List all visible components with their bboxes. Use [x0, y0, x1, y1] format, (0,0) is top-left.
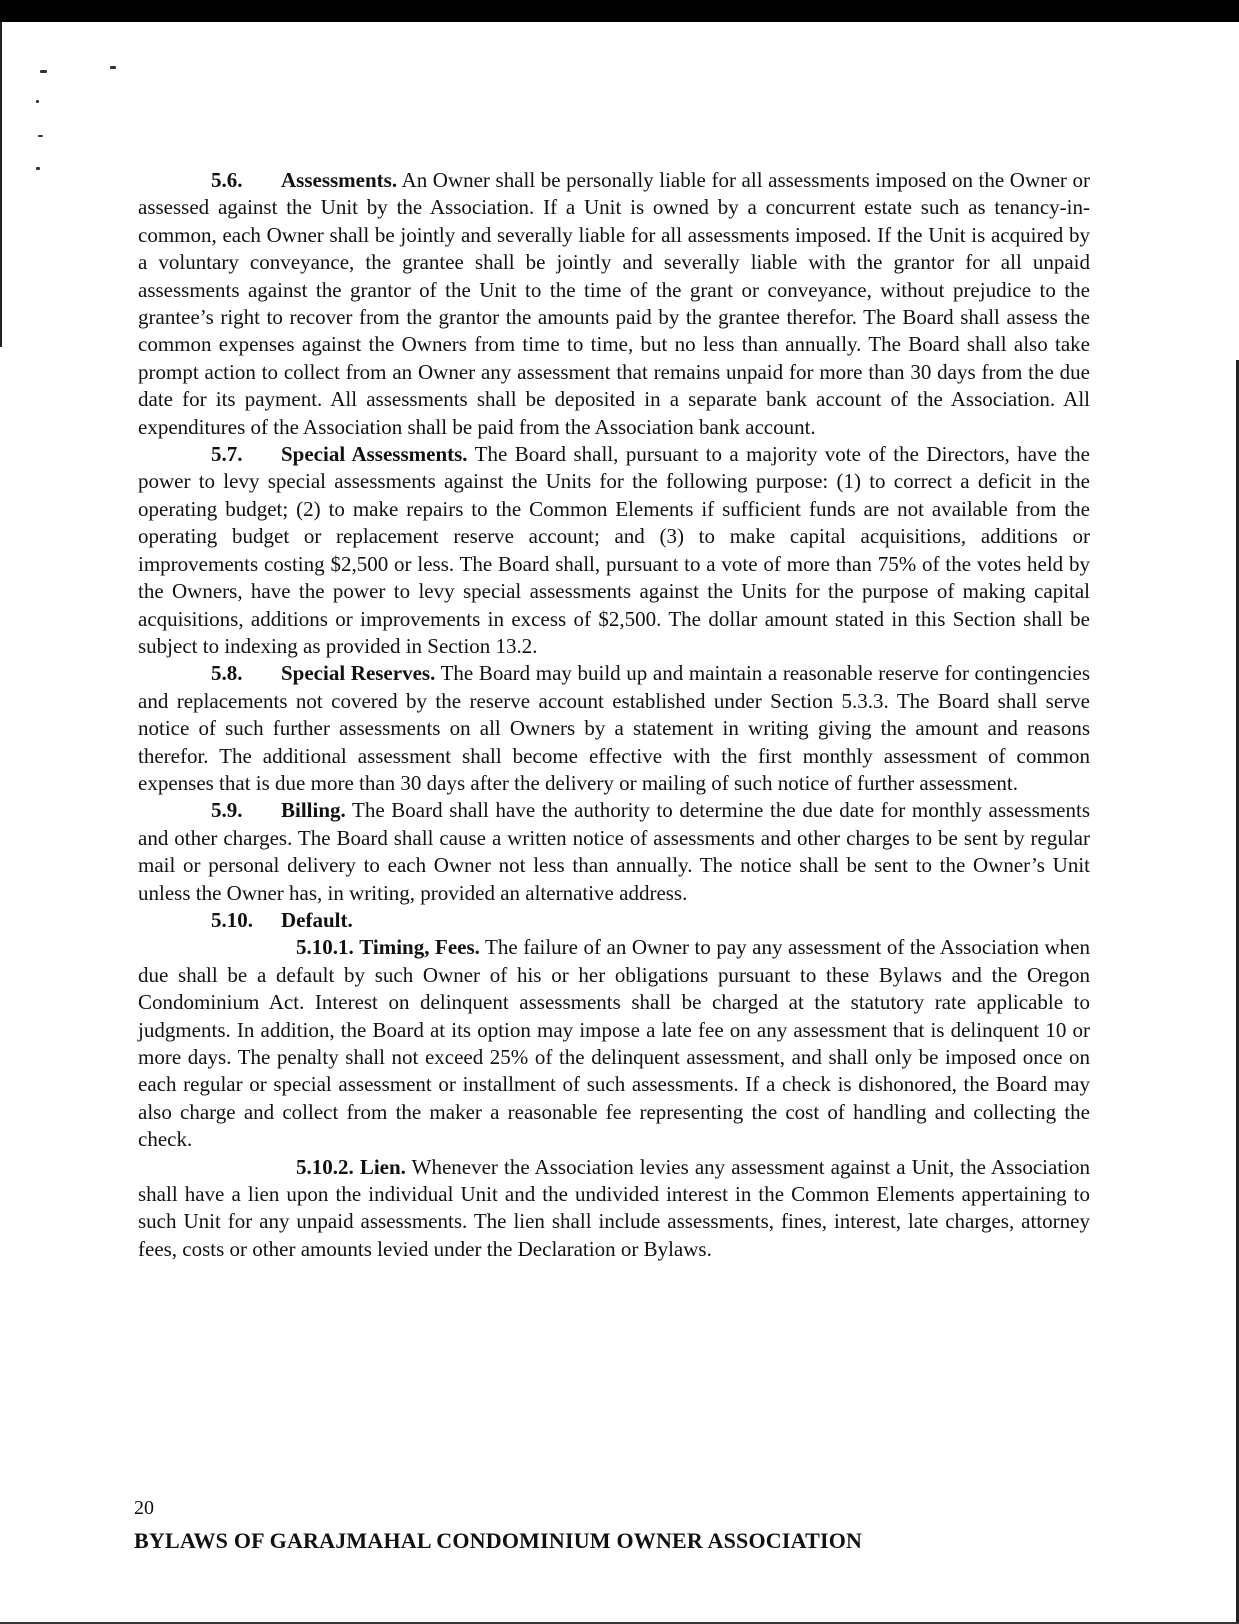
- section-number: 5.6.: [211, 168, 243, 192]
- scan-left-edge: [0, 22, 2, 347]
- scan-speck: [40, 70, 47, 73]
- section-text: An Owner shall be personally liable for all assessments imposed on the Owner or assessed against the Unit by the Association. If a Unit is owned by a concurrent estate such as tenancy-in-common, each Owner shall be jointly and severally liable for all assessments imposed. If the Unit is acquired by a voluntary conveyance, the grantee shall be jointly and severally liable with the grantor for all unpaid assessments against the grantor of the Unit to the time of the grant or conveyance, without prejudice to the grantee’s right to recover from the grantor the amounts paid by the grantee therefor. The Board shall assess the common expenses against the Owners from time to time, but no less than annually. The Board shall also take prompt action to collect from an Owner any assessment that remains unpaid for more than 30 days from the due date for its payment. All assessments shall be deposited in a separate bank account of the Association. All expenditures of the Association shall be paid from the Association bank account.: [138, 168, 1091, 439]
- section-heading: Special Reserves.: [281, 661, 436, 686]
- subsection-heading: Timing, Fees.: [359, 935, 480, 960]
- section-number: 5.8.: [211, 661, 243, 686]
- section-text: The Board may build up and maintain a reasonable reserve for contingencies and replacements not covered by the reserve account established under Section 5.3.3. The Board shall serve notice of such further assessments on all Owners by a statement in writing giving the amount and reasons therefor. The additional assessment shall become effective with the first monthly assessment of common expenses that is due more than 30 days after the delivery or mailing of such notice of further assessment.: [138, 661, 1091, 795]
- section-5-6: [138, 167, 1090, 441]
- subsection-text: Whenever the Association levies any assessment against a Unit, the Association shall have a lien upon the individual Unit and the undivided interest in the Common Elements appertaining to such Unit for any unpaid assessments. The lien shall include assessments, fines, interest, late charges, attorney fees, costs or other amounts levied under the Declaration or Bylaws.: [138, 1154, 1090, 1261]
- section-number: 5.10.: [211, 907, 253, 932]
- section-number: 5.7.: [211, 442, 243, 467]
- subsection-5-10-2: [138, 1154, 1090, 1264]
- scan-speck: [36, 167, 40, 170]
- subsection-number: 5.10.1.: [296, 935, 354, 960]
- page-number: 20: [134, 1497, 154, 1519]
- section-heading: Billing.: [281, 798, 346, 823]
- subsection-5-10-1: [138, 934, 1090, 1153]
- scan-speck: [38, 135, 43, 137]
- section-heading: Special Assessments.: [281, 442, 468, 467]
- scan-speck: [36, 100, 39, 103]
- section-5-10: [138, 907, 1090, 934]
- section-5-8: [138, 660, 1090, 797]
- subsection-heading: Lien.: [359, 1154, 406, 1179]
- section-heading: Default.: [281, 907, 353, 932]
- subsection-number: 5.10.2.: [296, 1154, 354, 1179]
- subsection-text: The failure of an Owner to pay any assessment of the Association when due shall be a default by such Owner of his or her obligations pursuant to these Bylaws and the Oregon Condominium Act. Interest on delinquent assessments shall be charged at the statutory rate applicable to judgments. In addition, the Board at its option may impose a late fee on any assessment that is delinquent 10 or more days. The penalty shall not exceed 25% of the delinquent assessment, and shall only be imposed once on each regular or special assessment or installment of such assessments. If a check is dishonored, the Board may also charge and collect from the maker a reasonable fee representing the cost of handling and collecting the check.: [138, 935, 1090, 1152]
- section-5-9: [138, 797, 1090, 907]
- section-5-7: [138, 441, 1090, 660]
- document-body: [138, 167, 1090, 1263]
- section-heading: Assessments.: [281, 168, 398, 192]
- section-text: The Board shall have the authority to determine the due date for monthly assessments and other charges. The Board shall cause a written notice of assessments and other charges to be sent by regular mail or personal delivery to each Owner not less than annually. The notice shall be sent to the Owner’s Unit unless the Owner has, in writing, provided an alternative address.: [138, 798, 1090, 905]
- section-number: 5.9.: [211, 798, 243, 823]
- section-text: The Board shall, pursuant to a majority vote of the Directors, have the power to levy special assessments against the Units for the following purpose: (1) to correct a deficit in the operating budget; (2) to make repairs to the Common Elements if sufficient funds are not available from the operating budget or replacement reserve account; and (3) to make capital acquisitions, additions or improvements costing $2,500 or less. The Board shall, pursuant to a vote of more than 75% of the votes held by the Owners, have the power to levy special assessments against the Units for the purpose of making capital acquisitions, additions or improvements in excess of $2,500. The dollar amount stated in this Section shall be subject to indexing as provided in Section 13.2.: [138, 442, 1090, 658]
- scan-top-border: [0, 0, 1239, 22]
- footer-title: BYLAWS OF GARAJMAHAL CONDOMINIUM OWNER ASSOCIATION: [134, 1528, 863, 1553]
- scan-speck: [110, 66, 116, 69]
